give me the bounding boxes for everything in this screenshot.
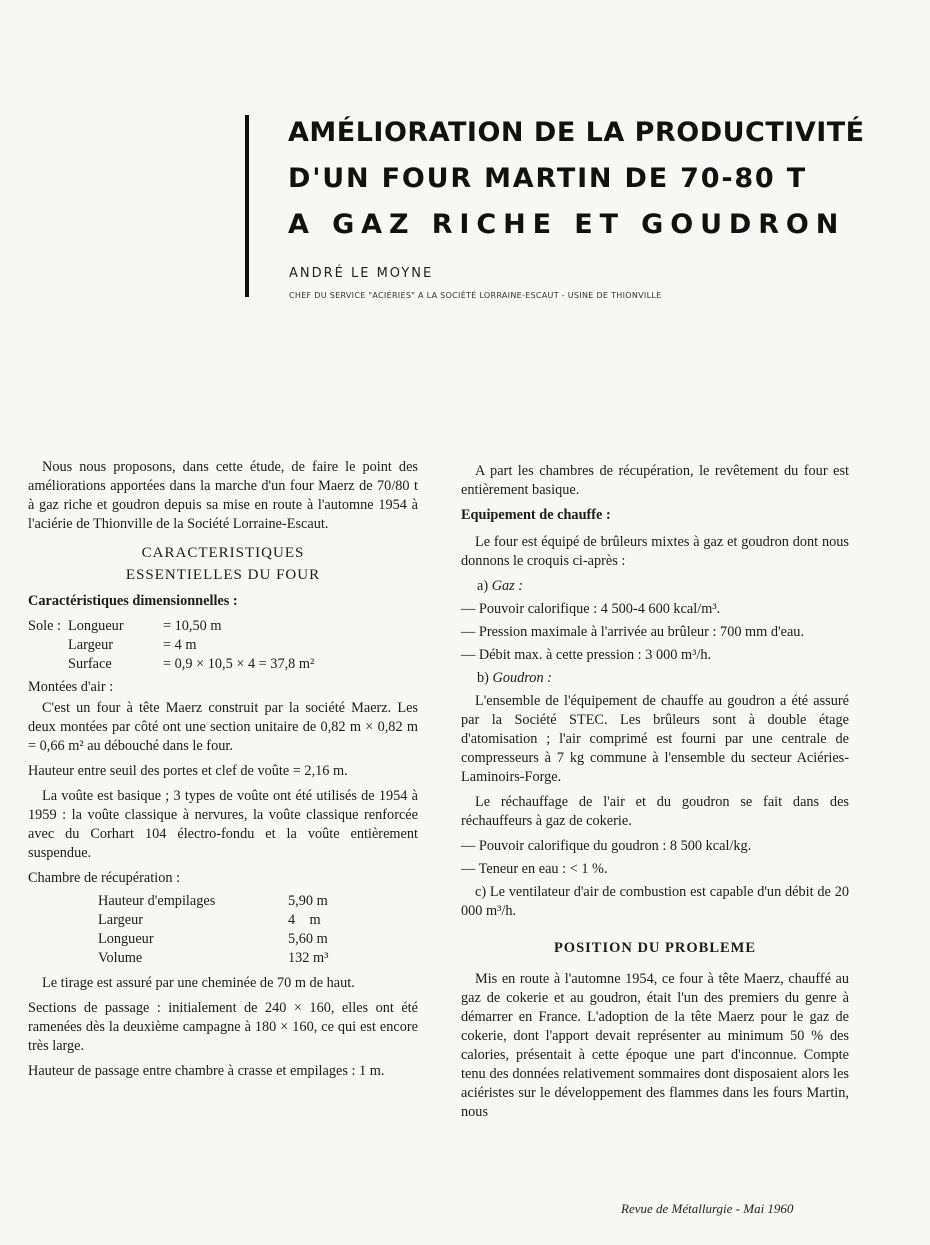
goudron-paragraph: L'ensemble de l'équipement de chauffe au goudron a été assuré par la Société STEC. Les brûleurs sont à double étage d'atomisation ; l'air comprimé est fourni par une centrale de compresseurs à 7 kg commune à l'ensemble du secteur Aciéries-Laminoirs-Forge. (461, 693, 849, 785)
table-cell-value: 132 m³ (288, 950, 329, 966)
sole-row-value: = 10,50 m (163, 618, 222, 634)
subheading-dimensions: Caractéristiques dimensionnelles : (28, 593, 238, 609)
author-affiliation: CHEF DU SERVICE "ACIÉRIES" A LA SOCIÉTÉ LORRAINE-ESCAUT - USINE DE THIONVILLE (289, 291, 662, 300)
gaz-list-item: — Débit max. à cette pression : 3 000 m³/h. (461, 647, 712, 663)
sole-label: Sole : (28, 618, 61, 634)
table-cell-name: Volume (98, 950, 143, 966)
goudron-list-item: — Teneur en eau : < 1 %. (461, 861, 608, 877)
left-column (28, 458, 418, 1087)
table-cell-value: 5,90 m (288, 893, 328, 909)
title-line-3: A GAZ RICHE ET GOUDRON (288, 209, 846, 240)
sole-row-value: = 4 m (163, 637, 197, 653)
item-b-title: Goudron : (492, 670, 552, 686)
item-a-label: a) (477, 578, 489, 594)
section-heading-line-2: ESSENTIELLES DU FOUR (125, 567, 321, 583)
table-cell-value: 4 m (288, 912, 321, 928)
section-heading-characteristics (28, 542, 418, 586)
journal-footer: Revue de Métallurgie - Mai 1960 (621, 1201, 794, 1216)
table-cell-name: Hauteur d'empilages (98, 893, 216, 909)
sole-row-name: Surface (68, 656, 112, 672)
hauteur-passage-paragraph: Hauteur de passage entre chambre à crasse et empilages : 1 m. (28, 1063, 385, 1079)
sole-row (28, 655, 418, 674)
rechauffage-paragraph: Le réchauffage de l'air et du goudron se fait dans des réchauffeurs à gaz de cokerie. (461, 794, 849, 829)
subheading-equipement: Equipement de chauffe : (461, 507, 611, 523)
item-a-title: Gaz : (491, 578, 524, 594)
voute-paragraph: La voûte est basique ; 3 types de voûte ont été utilisés de 1954 à 1959 : la voûte classique à nervures, la voûte classique renforcée avec du Corhart 104 électro-fondu et la voûte entièrement suspendue. (28, 788, 418, 861)
table-cell-name: Largeur (98, 912, 143, 928)
item-b-goudron (477, 669, 849, 688)
intro-paragraph: Nous nous proposons, dans cette étude, de faire le point des améliorations apportées dans la marche d'un four Maerz de 70/80 t à gaz riche et goudron depuis sa mise en route à l'automne 1954 à l'aciérie de Thionville de la Société Lorraine-Escaut. (28, 459, 418, 532)
table-cell-value: 5,60 m (288, 931, 328, 947)
sole-row (28, 636, 418, 655)
right-column (461, 462, 849, 1128)
gaz-list-item: — Pression maximale à l'arrivée au brûleur : 700 mm d'eau. (461, 624, 805, 640)
equipement-paragraph: Le four est équipé de brûleurs mixtes à gaz et goudron dont nous donnons le croquis ci-après : (461, 534, 849, 569)
title-rule (245, 115, 249, 297)
sections-paragraph: Sections de passage : initialement de 240 × 160, elles ont été ramenées dès la deuxième campagne à 180 × 160, ce qui est encore très large. (28, 1000, 418, 1054)
goudron-list-item: — Pouvoir calorifique du goudron : 8 500 kcal/kg. (461, 838, 752, 854)
montees-paragraph: C'est un four à tête Maerz construit par la société Maerz. Les deux montées par côté ont une section unitaire de 0,82 m × 0,82 m = 0,66 m² au débouché dans le four. (28, 700, 418, 754)
table-row (98, 911, 418, 930)
table-row (98, 892, 418, 911)
montees-label: Montées d'air : (28, 679, 114, 695)
sole-row-value: = 0,9 × 10,5 × 4 = 37,8 m² (163, 656, 315, 672)
table-row (98, 930, 418, 949)
chambre-label: Chambre de récupération : (28, 870, 181, 886)
sole-row-name: Largeur (68, 637, 113, 653)
item-b-label: b) (477, 670, 489, 686)
title-line-2: D'UN FOUR MARTIN DE 70-80 T (288, 163, 807, 194)
gaz-list-item: — Pouvoir calorifique : 4 500-4 600 kcal/m³. (461, 601, 721, 617)
title-line-1: AMÉLIORATION DE LA PRODUCTIVITÉ (288, 117, 865, 148)
author-name: ANDRÉ LE MOYNE (289, 266, 434, 281)
tirage-paragraph: Le tirage est assuré par une cheminée de 70 m de haut. (42, 975, 355, 991)
sole-dimensions (28, 617, 418, 674)
position-paragraph: Mis en route à l'automne 1954, ce four à tête Maerz, chauffé au gaz de cokerie et au goudron, était l'un des premiers du genre à démarrer en France. L'adoption de la tête Maerz pour le gaz de cokerie, dont l'apport devait représenter au minimum 50 % des calories, présentait à cette époque une part d'inconnue. Compte tenu des données relativement sommaires dont disposaient alors les aciéristes sur le développement des flammes dans les fours Martin, nous (461, 971, 849, 1120)
article-title (288, 110, 865, 248)
sole-row (28, 617, 418, 636)
table-cell-name: Longueur (98, 931, 154, 947)
hauteur-paragraph: Hauteur entre seuil des portes et clef de voûte = 2,16 m. (28, 763, 348, 779)
revetement-paragraph: A part les chambres de récupération, le revêtement du four est entièrement basique. (461, 463, 849, 498)
sole-row-name: Longueur (68, 618, 124, 634)
item-a-gaz (477, 577, 849, 596)
ventilateur-paragraph: c) Le ventilateur d'air de combustion est capable d'un débit de 20 000 m³/h. (461, 884, 849, 919)
section-heading-position: POSITION DU PROBLEME (553, 940, 757, 956)
table-row (98, 949, 418, 968)
chambre-table (98, 892, 418, 968)
section-heading-line-1: CARACTERISTIQUES (141, 545, 305, 561)
